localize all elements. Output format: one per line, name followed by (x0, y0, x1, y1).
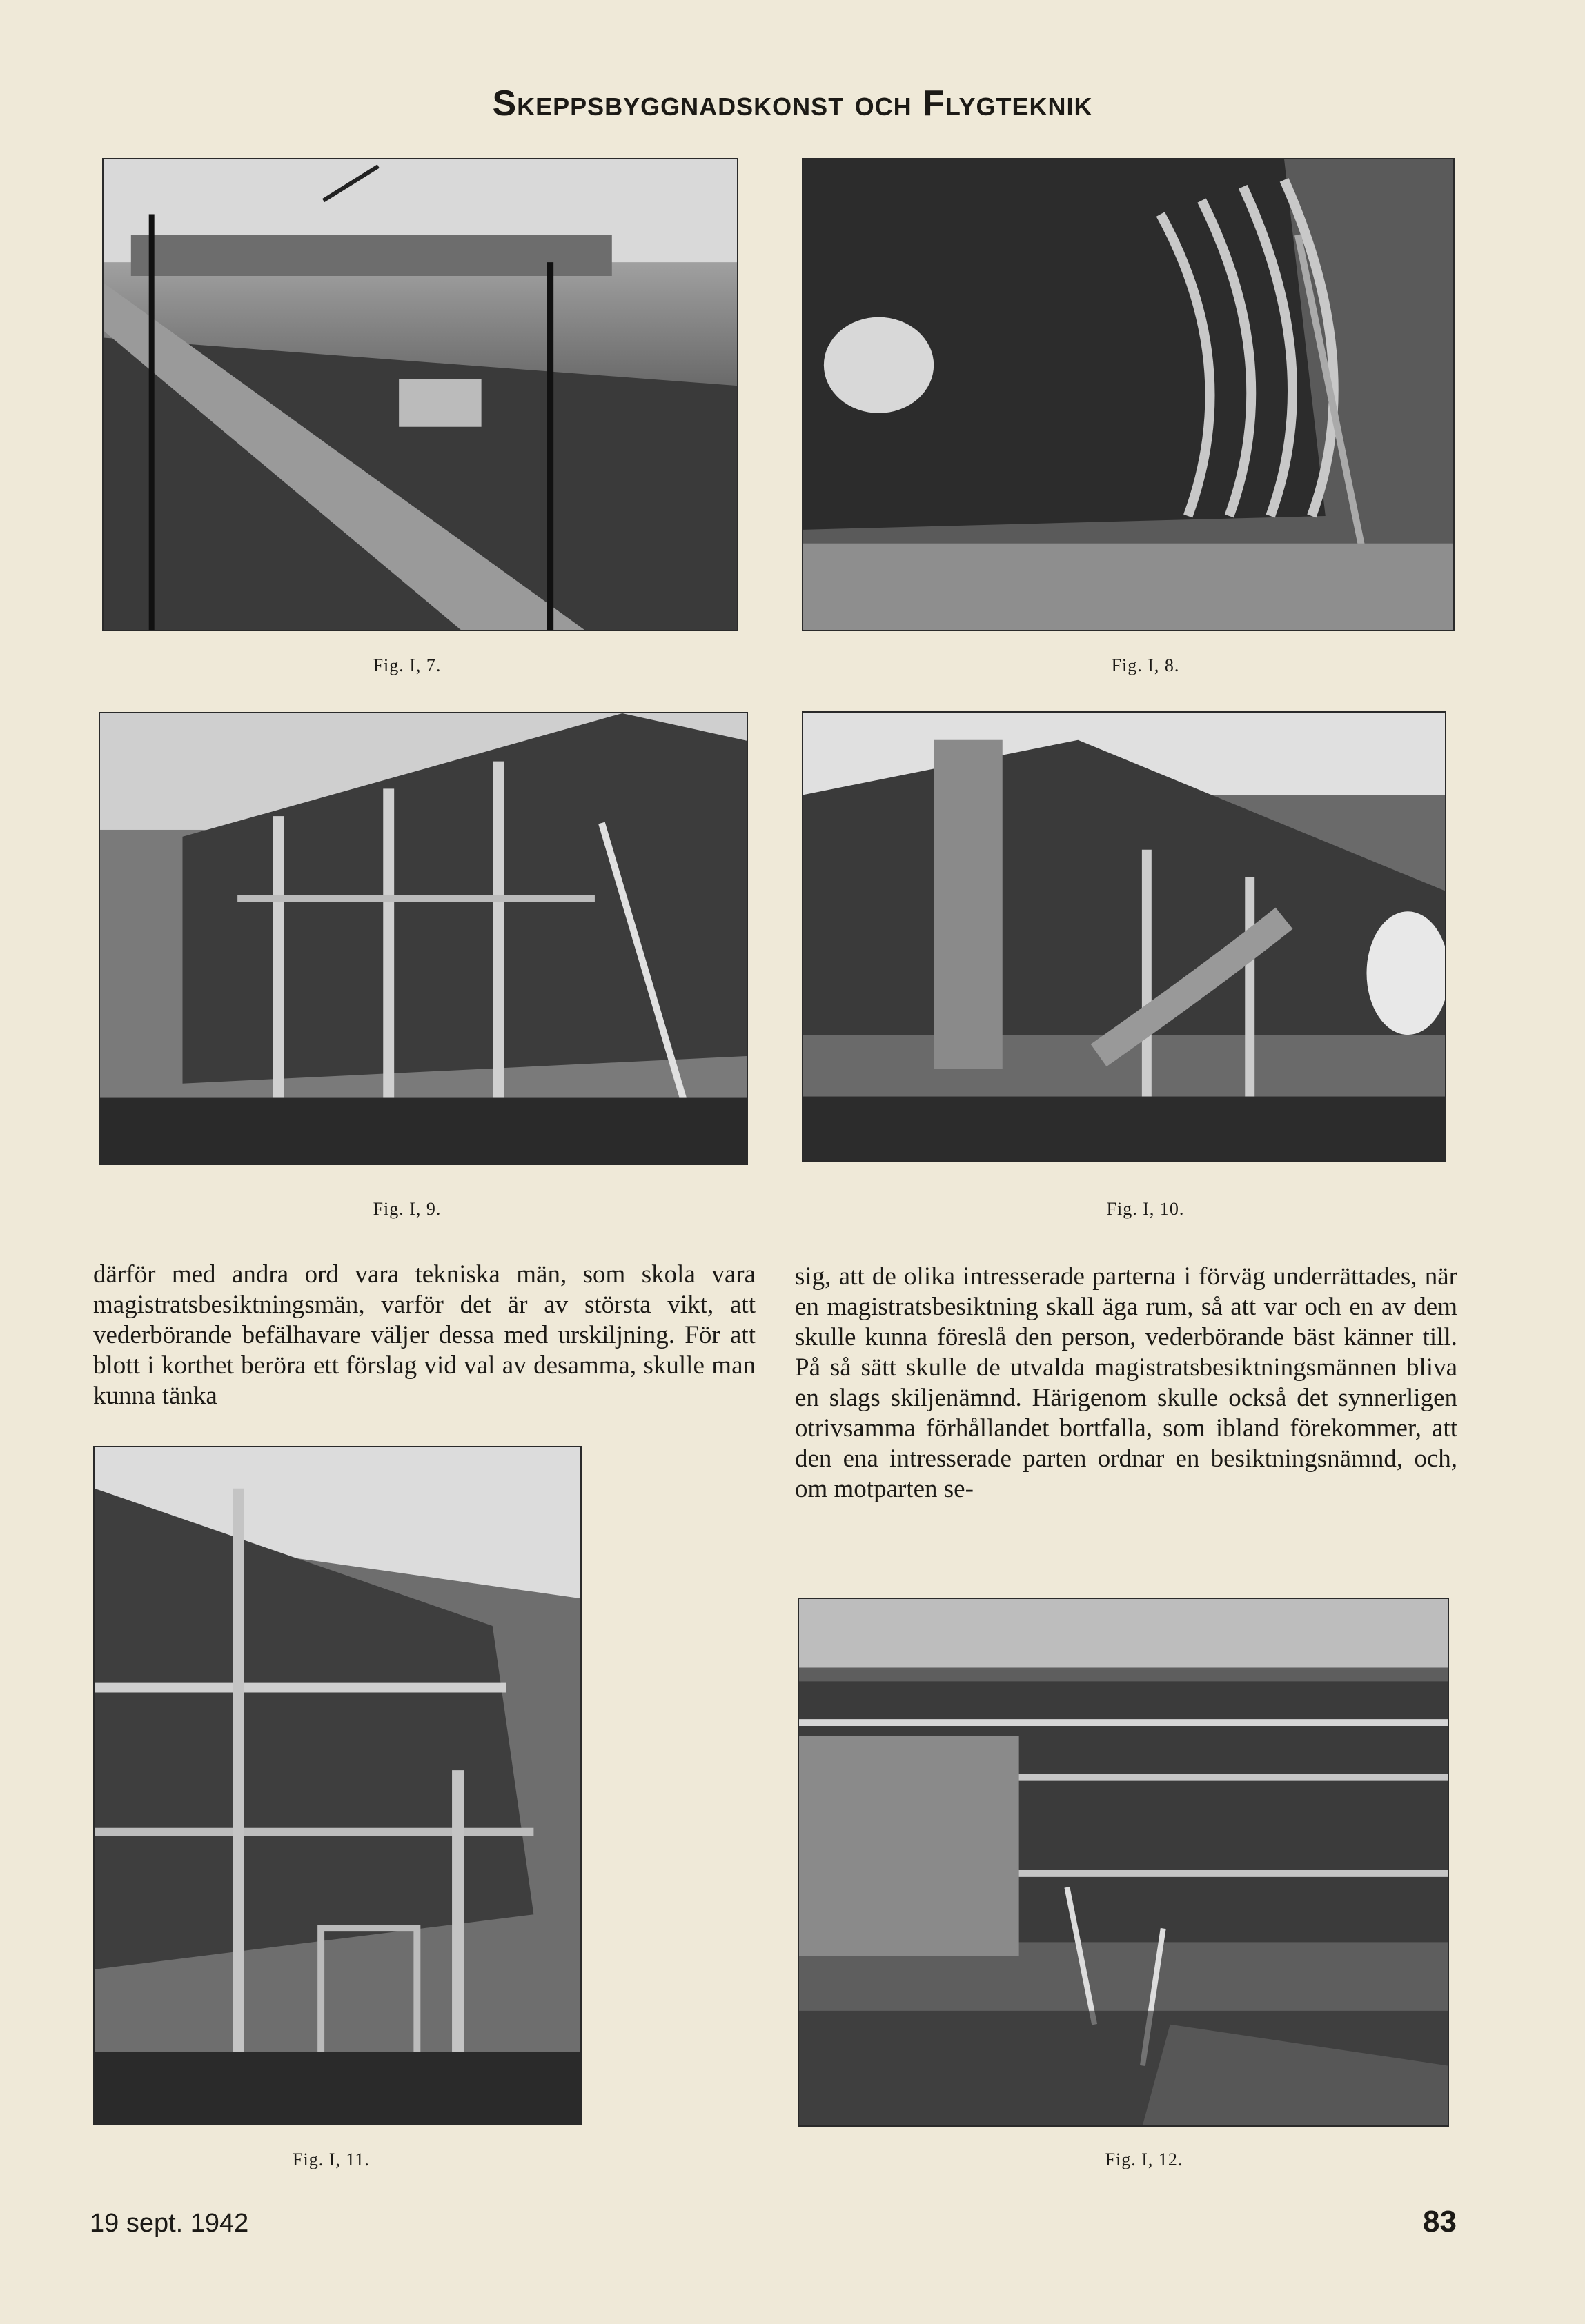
figure-12-photo (798, 1598, 1449, 2127)
figure-12-caption: Fig. I, 12. (1105, 2149, 1183, 2169)
figure-9-photo (99, 712, 748, 1165)
right-text-column (795, 1262, 1457, 1504)
figure-7-photo (102, 158, 738, 631)
figure-10-photo (802, 711, 1446, 1162)
left-column-paragraph: därför med andra ord vara tekniska män, som skola vara magistratsbesiktningsmän, varför det är av största vikt, att vederbörande befälhavare väljer dessa med urskiljning. För att blott i korthet beröra ett förslag vid val av desamma, skulle man kunna tänka (93, 1260, 756, 1410)
figure-7-caption: Fig. I, 7. (373, 655, 442, 675)
figure-9-caption: Fig. I, 9. (373, 1199, 442, 1219)
page-number: 83 (1423, 2205, 1457, 2238)
figure-8-caption: Fig. I, 8. (1111, 655, 1180, 675)
figure-8-photo (802, 158, 1455, 631)
figure-11-photo (93, 1446, 582, 2125)
page-title: Skeppsbyggnadskonst och Flygteknik (492, 83, 1093, 123)
left-text-column (93, 1260, 756, 1411)
figure-10-caption: Fig. I, 10. (1106, 1199, 1185, 1219)
issue-date: 19 sept. 1942 (90, 2209, 249, 2238)
figure-11-caption: Fig. I, 11. (293, 2149, 370, 2169)
right-column-paragraph: sig, att de olika intresserade parterna i förväg underrättades, när en magistratsbesiktning skall äga rum, så att var och en av dem skulle kunna föreslå den person, vederbörande bäst känner till. På så sätt skulle de utvalda magistratsbesiktningsmännen bliva en slags skiljenämnd. Härigenom skulle också det synnerligen otrivsamma förhållandet bortfalla, som ibland förekommer, att den ena intresserade parten ordnar en besiktningsnämnd, och, om motparten se- (795, 1262, 1457, 1503)
